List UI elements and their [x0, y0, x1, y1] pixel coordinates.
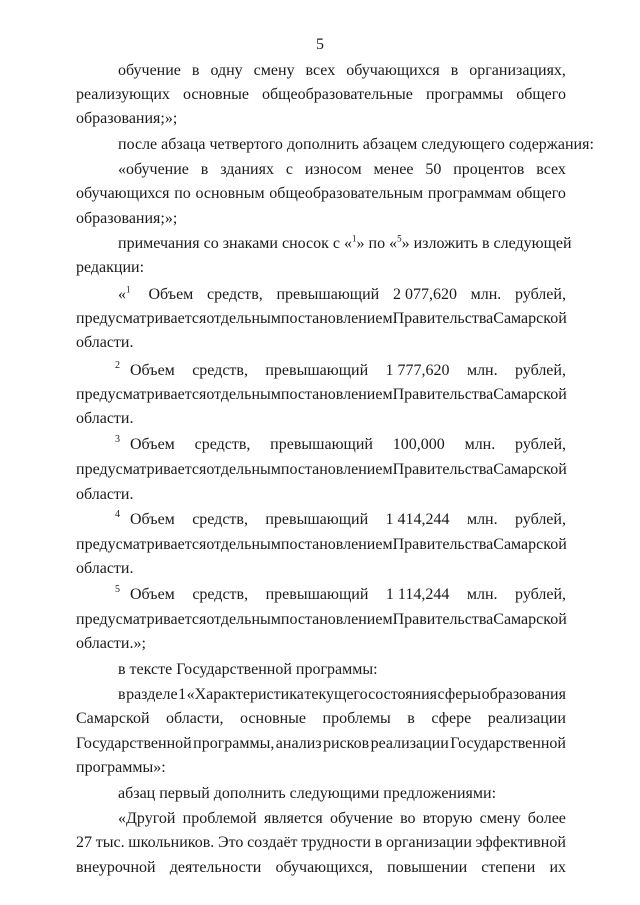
text-line-8 — [118, 235, 572, 253]
word: предусматривается — [76, 611, 207, 628]
word: общеобразовательные — [262, 86, 413, 103]
text-line-16 — [118, 810, 566, 828]
word: Это — [218, 834, 244, 851]
word: млн. — [470, 286, 502, 303]
word: отдельным — [206, 310, 281, 327]
footnote-lead: $^2$ Объем — [115, 360, 175, 379]
footnote-lead: $^3$ Объем — [115, 434, 175, 453]
footnote-mark: 4 — [115, 509, 120, 520]
footnote-ref-1: 1 — [352, 233, 357, 244]
footnote-1-line-3: области. — [76, 334, 134, 351]
word: обучающихся — [346, 62, 440, 79]
word: постановлением — [280, 310, 393, 327]
word: износом — [304, 161, 362, 178]
word: Самарской — [493, 461, 567, 478]
word: всех — [536, 161, 566, 178]
word: основные — [240, 710, 307, 727]
word: постановлением — [280, 611, 393, 628]
text-line-14: программы»: — [76, 759, 166, 776]
word: Самарской — [493, 386, 567, 403]
word: предусматривается — [76, 536, 207, 553]
text-line-13 — [76, 735, 566, 753]
footnote-2-line-3: области. — [76, 410, 134, 427]
word: обучение — [329, 810, 393, 827]
word: Самарской — [493, 536, 567, 553]
text-line-12 — [76, 710, 566, 728]
footnote-1-line-2 — [76, 310, 566, 328]
word: превышающий — [276, 286, 380, 303]
word: Правительства — [392, 386, 494, 403]
word: анализ — [275, 735, 322, 752]
word: в — [118, 686, 126, 703]
word: 1 777,620 — [385, 362, 450, 379]
word: по — [174, 185, 191, 202]
footnote-3-line-1 — [115, 436, 566, 456]
word: 50 — [425, 161, 442, 178]
text-line-2 — [76, 86, 566, 104]
footnote-3-line-3: области. — [76, 486, 134, 503]
word: программы — [425, 86, 504, 103]
word: млн. — [466, 362, 498, 379]
footnote-1-line-1 — [118, 286, 566, 304]
word: рублей, — [515, 362, 566, 379]
word: реализации — [487, 710, 566, 727]
word: отдельным — [206, 611, 281, 628]
word: «Другой — [118, 810, 176, 827]
word: рублей, — [515, 511, 566, 528]
text-line-8-part-a: примечания со знаками сносок с « — [118, 235, 353, 252]
word: Правительства — [392, 461, 494, 478]
word: зданиях — [220, 161, 274, 178]
word: проблемой — [182, 810, 257, 827]
word: средств, — [192, 586, 249, 603]
word: 100,000 — [392, 436, 445, 453]
word: повышении — [387, 859, 468, 876]
word: отдельным — [206, 461, 281, 478]
word: обучающихся, — [275, 859, 373, 876]
word: постановлением — [280, 461, 393, 478]
text-line-3: образования;»; — [76, 110, 178, 127]
word: в — [407, 710, 415, 727]
footnote-2-line-2 — [76, 386, 566, 404]
text-line-8-part-e: » изложить в следующей — [401, 235, 572, 252]
word: процентов — [453, 161, 525, 178]
word: млн. — [464, 436, 496, 453]
text-line-5 — [118, 161, 566, 179]
text-line-1 — [118, 62, 566, 80]
word: программам — [427, 185, 512, 202]
word: рублей, — [515, 586, 566, 603]
word: постановлением — [280, 386, 393, 403]
footnote-mark: 2 — [115, 360, 120, 371]
word: во — [400, 810, 416, 827]
word: Правительства — [392, 310, 494, 327]
text-line-15: абзац первый дополнить следующими предложениями: — [118, 785, 497, 802]
word: средств, — [192, 511, 248, 528]
word: постановлением — [280, 536, 393, 553]
word: реализующих — [76, 86, 170, 103]
footnote-4-line-2 — [76, 536, 566, 554]
word: предусматривается — [76, 386, 207, 403]
word: деятельности — [169, 859, 262, 876]
word: Самарской — [76, 710, 150, 727]
word: реализации — [370, 735, 449, 752]
word: рисков — [323, 735, 370, 752]
word: в — [191, 62, 200, 79]
word: млн. — [466, 586, 498, 603]
footnote-3-line-2 — [76, 461, 566, 479]
word: общего — [516, 185, 566, 202]
word: 1 114,244 — [385, 586, 450, 603]
word: с — [285, 161, 293, 178]
word: степени — [481, 859, 536, 876]
word: рублей, — [514, 286, 566, 303]
word: предусматривается — [76, 310, 207, 327]
text-line-17 — [76, 834, 566, 852]
word: Государственной — [450, 735, 566, 752]
word: рублей, — [515, 436, 566, 453]
word: является — [263, 810, 323, 827]
word: смену — [253, 62, 295, 79]
text-line-8-part-c: » по « — [356, 235, 398, 252]
word: отдельным — [206, 386, 281, 403]
word: Правительства — [392, 536, 494, 553]
word: состояния — [368, 686, 438, 703]
word: Самарской — [493, 310, 567, 327]
word: превышающий — [270, 436, 373, 453]
text-line-18 — [76, 859, 566, 877]
word: средств, — [194, 436, 251, 453]
word: организации — [385, 834, 472, 851]
word: общего — [516, 86, 566, 103]
word: школьников. — [128, 834, 215, 851]
word: менее — [373, 161, 414, 178]
text-line-9: редакции: — [76, 259, 145, 276]
word: сфере — [431, 710, 472, 727]
word: всех — [305, 62, 336, 79]
word: превышающий — [265, 511, 369, 528]
word: 1 — [178, 686, 187, 703]
footnote-4-line-1 — [115, 511, 566, 531]
word: предусматривается — [76, 461, 207, 478]
text-line-6 — [76, 185, 566, 203]
word: организациях, — [469, 62, 566, 79]
footnote-lead: «$^1$ Объем — [118, 284, 194, 303]
word: образования — [481, 686, 566, 703]
word: средств, — [206, 286, 263, 303]
word: Государственной — [76, 735, 192, 752]
footnote-5-line-2 — [76, 611, 566, 629]
footnote-lead: $^4$ Объем — [115, 509, 175, 528]
word: программы, — [193, 735, 275, 752]
word: основные — [182, 86, 249, 103]
word: Самарской — [493, 611, 567, 628]
word: Правительства — [392, 611, 494, 628]
footnote-mark: «$^1$ — [118, 284, 131, 303]
word: средств, — [192, 362, 248, 379]
word: отдельным — [206, 536, 281, 553]
word: основным — [195, 185, 265, 202]
word: 2 077,620 — [392, 286, 457, 303]
footnote-2-line-1 — [115, 362, 566, 382]
word: превышающий — [265, 586, 369, 603]
word: эффективной — [475, 834, 566, 851]
footnote-mark: 3 — [115, 434, 120, 445]
word: в — [450, 62, 459, 79]
word: обучение — [118, 62, 181, 79]
word: млн. — [466, 511, 498, 528]
word: одну — [210, 62, 243, 79]
word: их — [549, 859, 566, 876]
text-line-7: образования;»; — [76, 210, 178, 227]
word: проблемы — [322, 710, 391, 727]
word: области, — [166, 710, 224, 727]
footnote-ref-5: 5 — [397, 233, 402, 244]
word: «обучение — [118, 161, 189, 178]
word: тыс. — [95, 834, 125, 851]
word: текущего — [304, 686, 368, 703]
footnote-5-line-3: области.»; — [76, 635, 146, 652]
word: создаёт — [247, 834, 298, 851]
text-line-11 — [118, 686, 566, 704]
text-line-4: после абзаца четвертого дополнить абзацем следующего содержания: — [118, 136, 594, 153]
footnote-4-line-3: области. — [76, 560, 134, 577]
word: трудности — [301, 834, 371, 851]
text-line-10: в тексте Государственной программы: — [118, 661, 378, 678]
word: вторую — [422, 810, 473, 827]
word: внеурочной — [76, 859, 156, 876]
word: более — [527, 810, 566, 827]
word: разделе — [126, 686, 178, 703]
page-number: 5 — [316, 36, 324, 53]
word: в — [200, 161, 209, 178]
word: в — [374, 834, 383, 851]
word: 1 414,244 — [385, 511, 450, 528]
word: 27 — [76, 834, 92, 851]
footnote-5-line-1 — [115, 586, 566, 606]
word: обучающихся — [76, 185, 170, 202]
word: общеобразовательным — [269, 185, 424, 202]
word: «Характеристика — [186, 686, 304, 703]
footnote-mark: 5 — [115, 584, 120, 595]
footnote-lead: $^5$ Объем — [115, 584, 175, 603]
word: смену — [479, 810, 521, 827]
word: превышающий — [265, 362, 369, 379]
word: сферы — [437, 686, 482, 703]
